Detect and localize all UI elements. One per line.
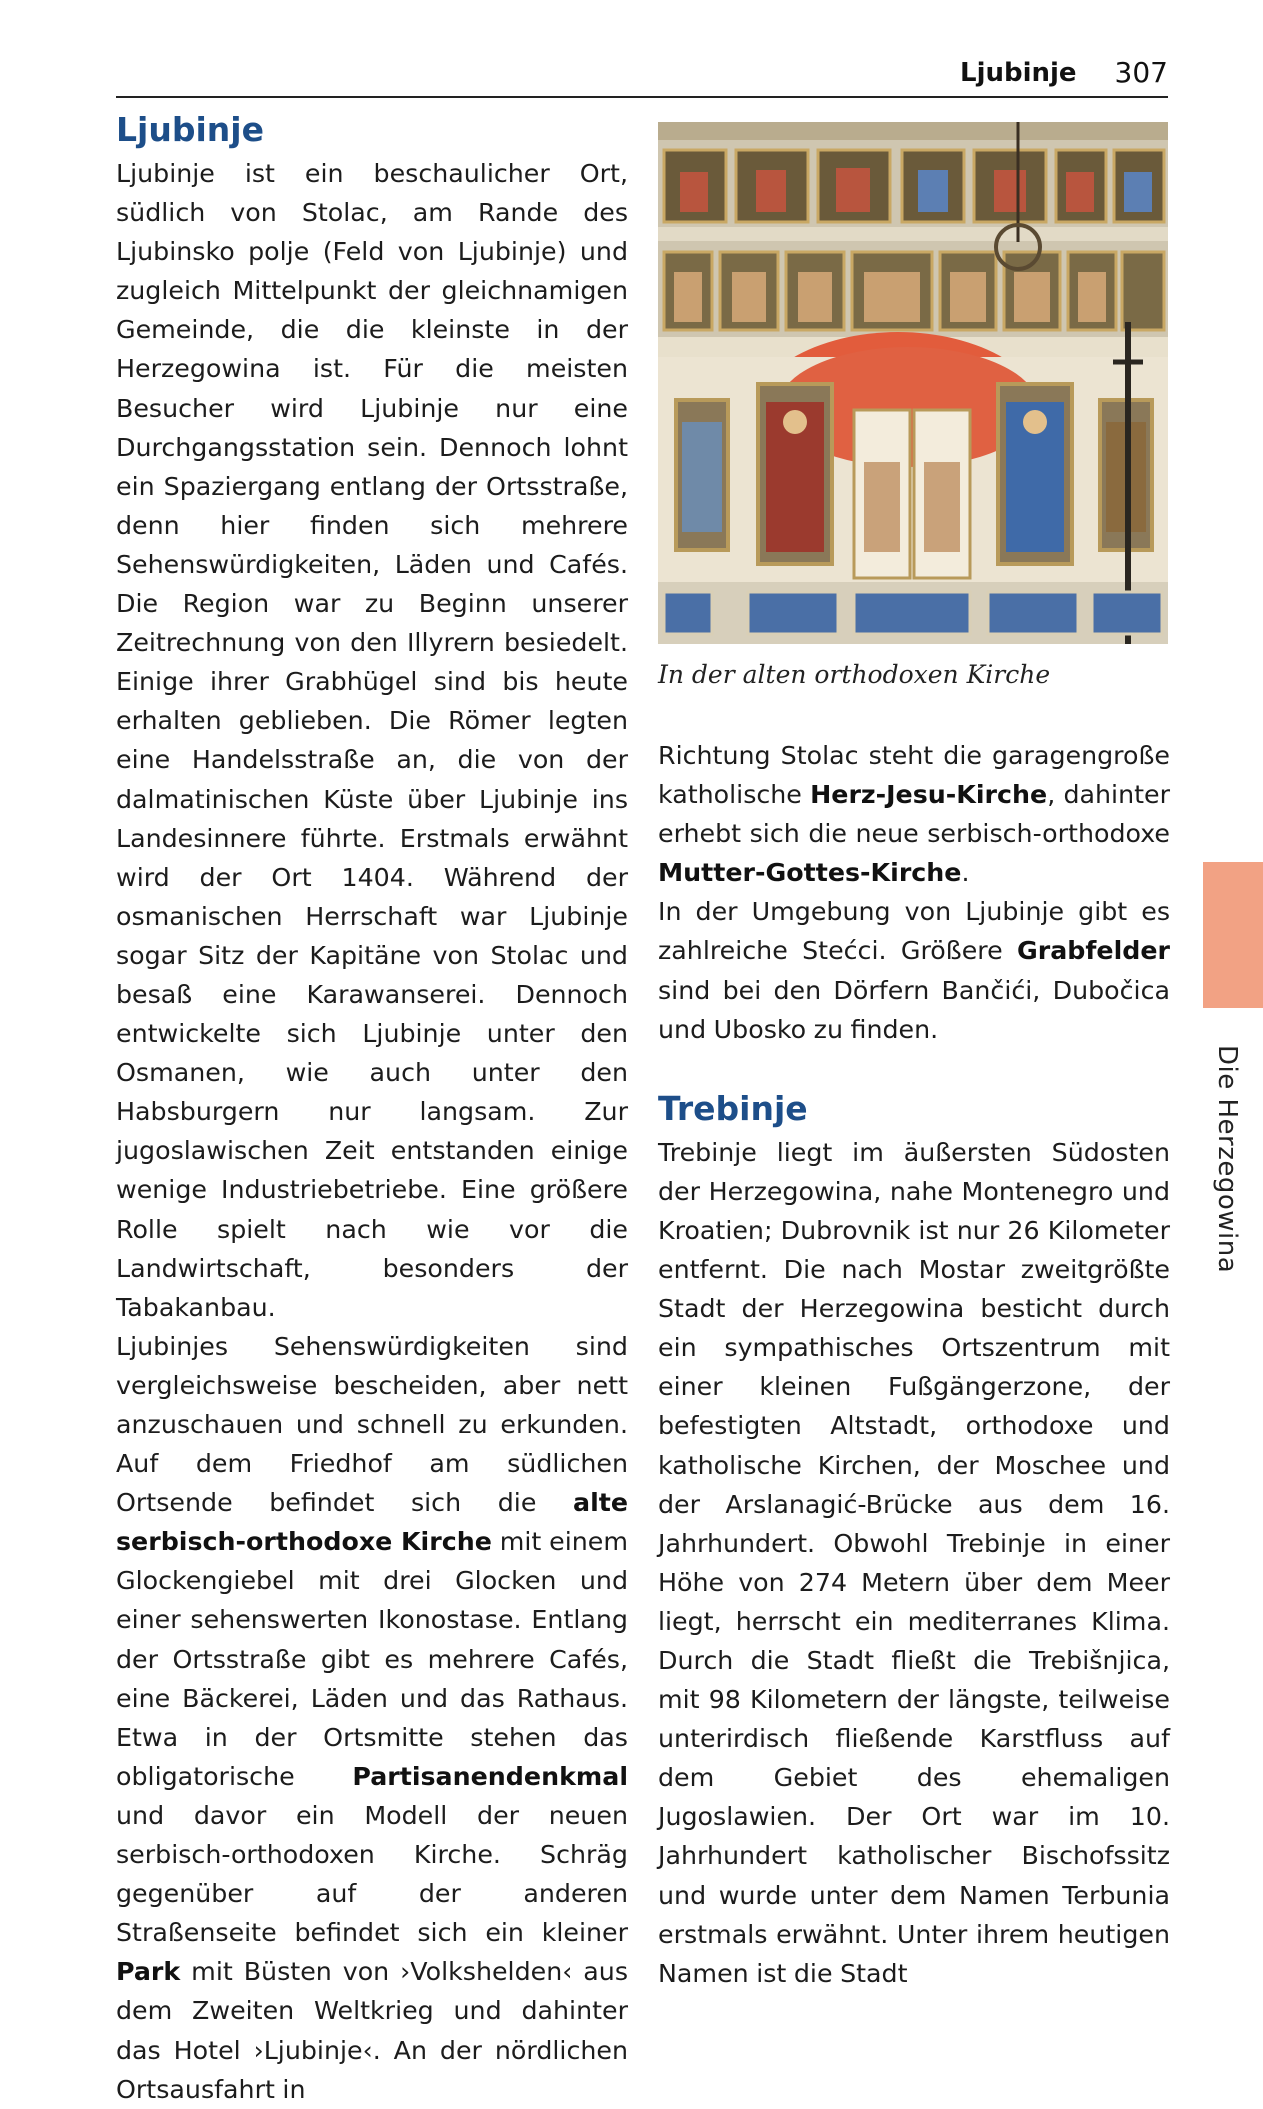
bold-term-park: Park — [116, 1957, 181, 1987]
header-rule — [116, 96, 1168, 98]
paragraph-churches — [658, 736, 1170, 892]
paragraph-trebinje: Trebinje liegt im äußersten Südosten der Herzegowina, nahe Montenegro und Kroatien; Dubrovnik ist nur 26 Kilometer entfernt. Die nach Mostar zweitgrößte Stadt der Herzegowina besticht durch ein sympathisches Ortszentrum mit einer kleinen Fußgängerzone, der befestigten Altstadt, orthodoxe und katholische Kirchen, der Moschee und der Arslanagić-Brücke aus dem 16. Jahrhundert. Obwohl Trebinje in einer Höhe von 274 Metern über dem Meer liegt, herrscht ein mediterranes Klima. Durch die Stadt fließt die Trebišnjica, mit 98 Kilometern der längste, teilweise unterirdisch fließende Karstfluss auf dem Gebiet des ehemaligen Jugoslawien. Der Ort war im 10. Jahrhundert katholischer Bischofssitz und wurde unter dem Namen Terbunia erstmals erwähnt. Unter ihrem heutigen Namen ist die Stadt — [658, 1137, 1170, 1988]
section-heading-trebinje: Trebinje — [658, 1088, 808, 1128]
bold-term-old-church: alte serbisch-orthodoxe Kirche — [116, 1488, 628, 1557]
chapter-side-label: Die Herzegowina — [1212, 1045, 1242, 1274]
text-run: mit Büsten von ›Volkshelden‹ aus dem Zweiten Weltkrieg und dahinter das Hotel ›Ljubinje‹. An der nördlichen Ortsausfahrt in — [116, 1957, 628, 2104]
text-run: . — [961, 858, 970, 888]
text-run: , dahinter erhebt sich die neue serbisch-orthodoxe — [658, 780, 1170, 849]
text-run: Richtung Stolac steht die garagengroße katholische — [658, 741, 1170, 810]
paragraph-history: Ljubinje ist ein beschaulicher Ort, südlich von Stolac, am Rande des Ljubinsko polje (Feld von Ljubinje) und zugleich Mittelpunkt der gleichnamigen Gemeinde, die die kleinste in der Herzegowina ist. Für die meisten Besucher wird Ljubinje nur eine Durchgangsstation sein. Dennoch lohnt ein Spaziergang entlang der Ortsstraße, denn hier finden sich mehrere Sehenswürdigkeiten, Läden und Cafés. Die Region war zu Beginn unserer Zeitrechnung von den Illyrern besiedelt. Einige ihrer Grabhügel sind bis heute erhalten geblieben. Die Römer legten eine Handelsstraße an, die von der dalmatinischen Küste über Ljubinje ins Landesinnere führte. Erstmals erwähnt wird der Ort 1404. Während der osmanischen Herrschaft war Ljubinje sogar Sitz der Kapitäne von Stolac und besaß eine Karawanserei. Dennoch entwickelte sich Ljubinje unter den Osmanen, wie auch unter den Habsburgern nur langsam. Zur jugoslawischen Zeit entstanden einige wenige Industriebetriebe. Eine größere Rolle spielt nach wie vor die Landwirtschaft, besonders der Tabakanbau. — [116, 159, 628, 1322]
bold-term-mutter-gottes: Mutter-Gottes-Kirche — [658, 858, 962, 888]
bold-term-herz-jesu: Herz-Jesu-Kirche — [810, 780, 1048, 810]
chapter-thumb-tab — [1203, 862, 1263, 1008]
text-run: mit einem Glockengiebel mit drei Glocken und einer sehenswerten Ikonostase. Entlang der Ortsstraße gibt es mehrere Cafés, eine Bäckerei, Läden und das Rathaus. Etwa in der Ortsmitte stehen das obligatorische — [116, 1527, 628, 1791]
figure-caption: In der alten orthodoxen Kirche — [658, 660, 1051, 689]
text-run: Ljubinjes Sehenswürdigkeiten sind vergleichsweise bescheiden, aber nett anzuschauen und schnell zu erkunden. Auf dem Friedhof am südlichen Ortsende befindet sich die — [116, 1331, 628, 1518]
left-column — [116, 108, 628, 2109]
page-number: 307 — [1114, 56, 1168, 89]
paragraph-sights — [116, 1327, 628, 2109]
bold-term-grabfelder: Grabfelder — [1017, 936, 1170, 966]
running-head-title: Ljubinje — [960, 58, 1077, 88]
text-run: sind bei den Dörfern Bančići, Dubočica und Ubosko zu finden. — [658, 975, 1170, 1044]
text-run: In der Umgebung von Ljubinje gibt es zahlreiche Stećci. Größere — [658, 897, 1170, 966]
paragraph-surroundings — [658, 892, 1170, 1048]
text-run: und davor ein Modell der neuen serbisch-orthodoxen Kirche. Schräg gegenüber auf der anderen Straßenseite befindet sich ein kleiner — [116, 1800, 628, 1948]
iconostasis-illustration — [658, 122, 1168, 644]
iconostasis-photo — [658, 122, 1168, 644]
section-heading-ljubinje: Ljubinje — [116, 110, 264, 149]
right-column — [658, 736, 1170, 1993]
bold-term-partisan-monument: Partisanendenkmal — [352, 1761, 628, 1791]
